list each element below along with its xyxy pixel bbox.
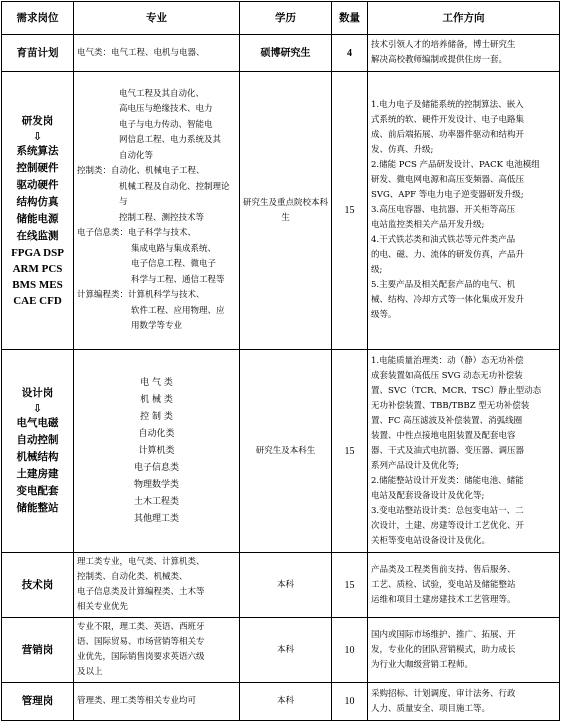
post-name: 营销岗 — [21, 643, 54, 656]
direction-line: 械、结构、冷却方式等一体化集成开发升 — [371, 295, 525, 305]
recruitment-table-page — [1, 1, 561, 714]
table-row — [2, 618, 560, 683]
direction-line: 采购招标、计划调度、审计法务、行政 — [371, 688, 516, 699]
header-education: 学历 — [240, 2, 332, 35]
direction-line: 器、干式及油式电抗器、变压器、调压器 — [371, 445, 525, 456]
education-cell: 研究生及重点院校本科生 — [240, 72, 332, 350]
header-major: 专业 — [74, 2, 240, 35]
direction-line: 成、前后端拓展、功率器件驱动和结构开 — [371, 130, 525, 140]
direction-line: 发，专业化的团队营销模式，助力成长 — [371, 644, 516, 655]
post-cell — [2, 553, 74, 618]
direction-cell — [368, 553, 560, 618]
post-sub: 控制硬件 — [16, 161, 59, 174]
major-line: 高电压与绝缘技术、电力 — [119, 104, 213, 114]
direction-line: 1.电能质量治理类：动（静）态无功补偿 — [371, 355, 524, 366]
table-row — [2, 72, 560, 350]
direction-cell — [368, 350, 560, 553]
direction-line: 置、FC 高压滤波及补偿装置、消弧线圈 — [371, 415, 523, 426]
direction-cell — [368, 618, 560, 683]
post-name: 研发岗 — [21, 114, 54, 127]
major-cell — [74, 35, 240, 72]
post-cell — [2, 683, 74, 721]
direction-line: 系列产品设计及优化等; — [371, 460, 459, 471]
direction-line: 3.变电站整站设计类：总包变电站一、二 — [371, 505, 524, 516]
count-cell: 15 — [332, 72, 368, 350]
major-cell — [74, 553, 240, 618]
header-direction: 工作方向 — [368, 2, 560, 35]
post-sub-latin: FPGA DSP — [11, 246, 64, 259]
post-sub: 机械结构 — [16, 451, 59, 463]
post-name: 管理岗 — [21, 695, 54, 707]
direction-line: 关柜等变电站设备设计及优化。 — [371, 535, 491, 546]
major-line: 网信息工程、电力系统及其 — [119, 135, 222, 145]
post-sub-latin: ARM PCS — [12, 262, 63, 275]
major-line: 土木工程类 — [133, 496, 179, 507]
direction-line: 电站及配套设备设计及优化等; — [371, 490, 485, 501]
post-sub-latin: BMS MES — [12, 278, 63, 291]
major-line: 计算机类 — [138, 445, 175, 456]
major-line: 物理数学类 — [133, 479, 179, 490]
header-post: 需求岗位 — [2, 2, 74, 35]
major-line: 电子与电力传动、智能电 — [119, 119, 213, 130]
direction-line: 无功补偿装置、TBB/TBBZ 型无功补偿装 — [371, 400, 530, 411]
direction-line: 2.储能整站设计开发类：储能电池、储能 — [371, 475, 524, 486]
major-line: 自动化类 — [138, 428, 175, 439]
direction-line: 工艺、质检、试验，变电站及储能整站 — [371, 579, 516, 590]
direction-line: 次设计，土建、房建等设计工艺优化、开 — [371, 520, 525, 531]
major-cell — [74, 72, 240, 350]
direction-line: 级; — [371, 265, 383, 275]
post-cell — [2, 35, 74, 72]
post-sub: 结构仿真 — [16, 195, 59, 208]
major-line: 电子信息工程、微电子 — [131, 259, 217, 269]
major-line: 电子信息类及计算编程类、土木等 — [77, 587, 205, 597]
count-cell: 15 — [332, 350, 368, 553]
table-row — [2, 350, 560, 553]
major-line: 理工类专业，电气类、计算机类、 — [77, 557, 205, 567]
major-line: 电 气 类 — [140, 377, 173, 388]
direction-cell — [368, 72, 560, 350]
post-sub: 系统算法 — [16, 144, 59, 157]
post-sub: 在线监测 — [16, 229, 59, 242]
direction-line: 电站监控类相关产品开发升级; — [371, 220, 485, 230]
direction-line: 运维和项目土建房建技术工艺管理等。 — [371, 594, 516, 605]
major-line: 电子信息类：电子科学与技术、 — [77, 228, 197, 238]
down-arrow-icon: ⇩ — [32, 402, 43, 415]
direction-line: 技术引领人才的培养储备，博士研究生 — [371, 40, 516, 50]
major-line: 机械工程及自动化、控制理论与 — [119, 181, 230, 207]
major-cell — [74, 350, 240, 553]
count-cell: 10 — [332, 618, 368, 683]
down-arrow-icon: ⇩ — [32, 129, 43, 143]
direction-line: 研发、微电网电源和高压变频器、高低压 — [371, 175, 525, 185]
direction-line: SVG、APF 等电力电子逆变器研发升级; — [371, 190, 524, 200]
major-line: 科学与工程、通信工程等 — [131, 274, 225, 285]
post-sub: 驱动硬件 — [16, 178, 59, 191]
direction-line: 5.主要产品及相关配套产品的电气、机 — [371, 280, 516, 290]
major-line: 用数学等专业 — [131, 321, 183, 331]
major-line: 集成电路与集成系统、 — [131, 243, 217, 254]
direction-line: 的电、磁、力、流体的研发仿真，产品升 — [371, 250, 525, 260]
direction-line: 产品类及工程类售前支持、售后服务、 — [371, 564, 516, 575]
post-sub: 电气电磁 — [16, 417, 59, 429]
direction-line: 装置、中性点接地电阻装置及配套电容 — [371, 430, 516, 441]
major-line: 相关专业优先 — [77, 602, 129, 612]
major-line: 其他理工类 — [133, 513, 179, 524]
major-line: 及以上 — [77, 667, 103, 677]
major-cell — [74, 618, 240, 683]
education-cell: 研究生及本科生 — [240, 350, 332, 553]
direction-line: 2.储能 PCS 产品研发设计、PACK 电池模组 — [371, 160, 540, 170]
direction-line: 成套装置如高低压 SVG 动态无功补偿装 — [371, 370, 523, 381]
major-line: 电子信息类 — [133, 462, 179, 473]
recruitment-table — [1, 1, 560, 721]
direction-line: 人力、质量安全、项目施工等。 — [371, 703, 491, 714]
direction-line: 发、仿真、升级; — [371, 145, 434, 155]
post-sub-latin: CAE CFD — [13, 294, 62, 307]
post-sub: 储能整站 — [16, 502, 59, 514]
major-cell — [74, 683, 240, 721]
header-count: 数量 — [332, 2, 368, 35]
major-line: 控制类、自动化类、机械类、 — [77, 572, 188, 582]
education-cell: 本科 — [240, 618, 332, 683]
direction-line: 国内或国际市场维护、推广、拓展、开 — [371, 629, 516, 640]
major-line: 业优先，国际销售岗要求英语六级 — [77, 652, 205, 662]
direction-line: 为行业大咖级营销工程师。 — [371, 659, 474, 670]
header-row — [2, 2, 560, 35]
major-line: 语、国际贸易、市场营销等相关专 — [77, 637, 205, 647]
direction-line: 解决高校教师编制或提供住房一套。 — [371, 55, 508, 65]
major-line: 控 制 类 — [140, 411, 173, 422]
post-cell — [2, 618, 74, 683]
post-sub: 储能电源 — [16, 212, 59, 225]
major-line: 控制工程、测控技术等 — [119, 212, 205, 223]
post-name: 技术岗 — [21, 578, 54, 591]
count-cell: 15 — [332, 553, 368, 618]
major-line: 控制类：自动化、机械电子工程、 — [77, 166, 205, 176]
direction-line: 式系统的软、硬件开发设计、电子电路集 — [371, 115, 525, 125]
major-line: 机 械 类 — [140, 394, 173, 405]
post-sub: 变电配套 — [16, 485, 59, 497]
count-cell: 10 — [332, 683, 368, 721]
table-row — [2, 35, 560, 72]
direction-line: 4.干式铁芯类和油式铁芯等元件类产品 — [371, 235, 516, 245]
major-line: 软件工程、应用物理、应 — [131, 305, 225, 316]
direction-cell — [368, 683, 560, 721]
major-line: 计算编程类：计算机科学与技术、 — [77, 290, 205, 300]
direction-line: 1.电力电子及储能系统的控制算法、嵌入 — [371, 100, 524, 110]
table-row — [2, 553, 560, 618]
post-cell — [2, 350, 74, 553]
table-row — [2, 683, 560, 721]
major-line: 自动化等 — [119, 150, 154, 161]
direction-cell — [368, 35, 560, 72]
education-cell: 本科 — [240, 683, 332, 721]
major-line: 电气工程及其自动化、 — [119, 88, 205, 99]
major-line: 管理类、理工类等相关专业均可 — [77, 696, 197, 706]
direction-line: 级等。 — [371, 310, 397, 320]
direction-line: 置、SVC（TCR、MCR、TSC）静止型动态 — [371, 385, 542, 396]
post-sub: 自动控制 — [16, 434, 59, 446]
major-line: 专业不限，理工类、英语、西班牙 — [77, 622, 205, 632]
post-name: 设计岗 — [21, 387, 54, 399]
major-line: 电气类：电气工程、电机与电器、 — [77, 47, 205, 58]
post-sub: 土建房建 — [16, 468, 59, 480]
education-cell: 本科 — [240, 553, 332, 618]
count-cell: 4 — [332, 35, 368, 72]
direction-line: 3.高压电容器、电抗器、开关柜等高压 — [371, 205, 516, 215]
education-cell: 硕博研究生 — [240, 35, 332, 72]
post-cell — [2, 72, 74, 350]
post-name: 育苗计划 — [16, 46, 59, 59]
